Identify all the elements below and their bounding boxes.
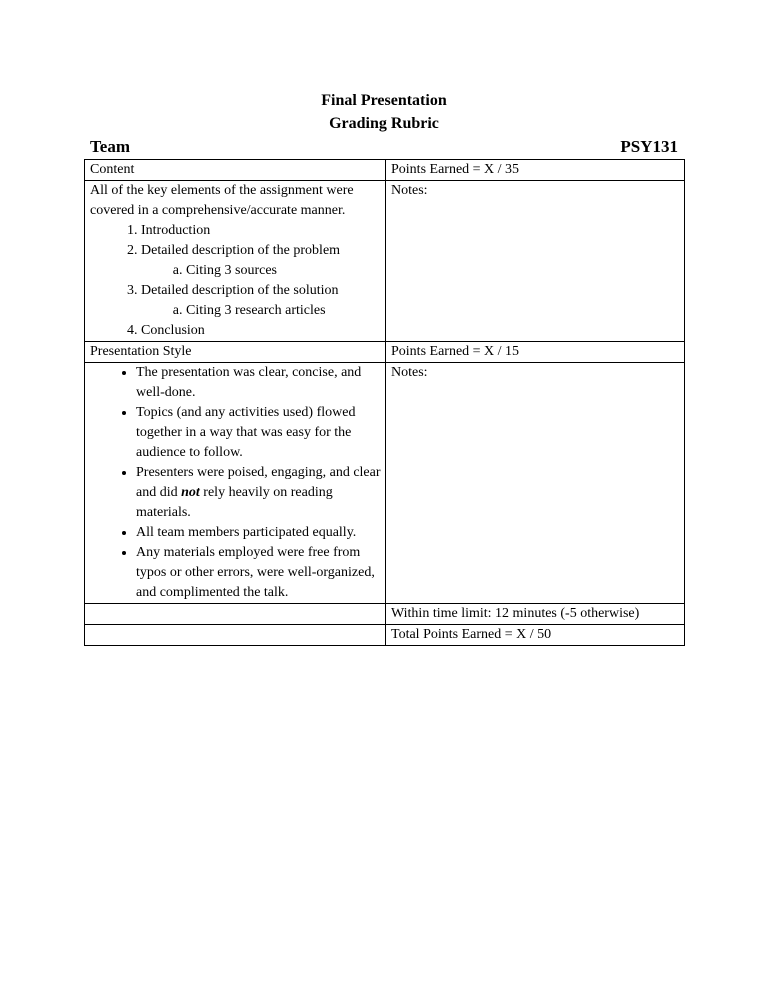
list-item: • The presentation was clear, concise, and well-done.	[136, 363, 385, 403]
content-body-row	[85, 181, 685, 342]
content-criteria	[85, 181, 386, 342]
content-description: All of the key elements of the assignment were covered in a comprehensive/accurate manner.	[90, 183, 354, 218]
document-subtitle: Grading Rubric	[329, 115, 439, 132]
list-item: • Any materials employed were free from typos or other errors, were well-organized, and complimented the talk.	[136, 543, 385, 603]
content-header-row	[85, 160, 685, 181]
style-header-row	[85, 342, 685, 363]
time-limit: Within time limit: 12 minutes (-5 otherwise)	[386, 604, 685, 625]
bullet-text-part: Presenters were poised, engaging, and clear and did	[136, 465, 381, 500]
course-code: PSY131	[620, 137, 678, 156]
style-heading: Presentation Style	[85, 342, 386, 363]
document-title: Final Presentation	[321, 92, 447, 109]
style-points: Points Earned = X / 15	[386, 342, 685, 363]
empty-cell	[85, 625, 386, 646]
list-item	[141, 241, 385, 281]
list-item-label: Conclusion	[141, 323, 205, 338]
style-bullets-list	[90, 363, 385, 603]
content-notes: Notes:	[386, 181, 685, 342]
list-item-label: Introduction	[141, 223, 211, 238]
sub-list	[141, 301, 385, 321]
sub-list-item: a. Citing 3 sources	[186, 261, 385, 281]
empty-cell	[85, 604, 386, 625]
sub-list-item: a. Citing 3 research articles	[186, 301, 385, 321]
emphasis-not: not	[181, 485, 200, 500]
content-heading: Content	[85, 160, 386, 181]
content-items-list	[90, 221, 385, 341]
content-points: Points Earned = X / 35	[386, 160, 685, 181]
list-item	[136, 463, 385, 523]
team-label: Team	[90, 137, 130, 156]
list-item-label: Detailed description of the problem	[141, 243, 341, 258]
list-item: • All team members participated equally.	[136, 523, 385, 543]
total-row	[85, 625, 685, 646]
style-criteria	[85, 363, 386, 604]
style-body-row	[85, 363, 685, 604]
total-points: Total Points Earned = X / 50	[386, 625, 685, 646]
style-notes: Notes:	[386, 363, 685, 604]
list-item	[141, 321, 385, 341]
rubric-table	[84, 159, 685, 646]
list-item	[141, 281, 385, 321]
list-item: • Topics (and any activities used) flowed together in a way that was easy for the audience to follow.	[136, 403, 385, 463]
time-limit-row	[85, 604, 685, 625]
list-item	[141, 221, 385, 241]
bullet-text-part: rely heavily on reading materials.	[136, 485, 333, 520]
list-item-label: Detailed description of the solution	[141, 283, 339, 298]
sub-list	[141, 261, 385, 281]
